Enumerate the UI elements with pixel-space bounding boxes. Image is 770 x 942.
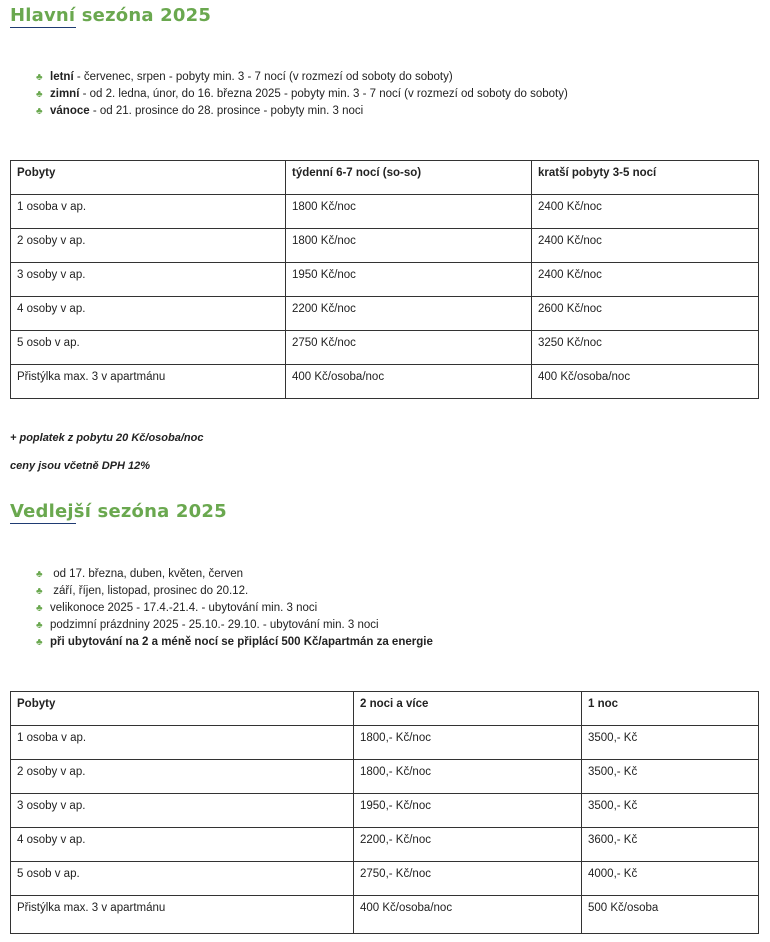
table-row: Přistýlka max. 3 v apartmánu 400 Kč/osoba/noc 500 Kč/osoba	[11, 896, 759, 934]
table-row: 5 osob v ap. 2750 Kč/noc 3250 Kč/noc	[11, 331, 759, 365]
side-season-title: Vedlejší sezóna 2025	[10, 501, 227, 522]
list-item: ♣ podzimní prázdniny 2025 - 25.10.- 29.10. - ubytování min. 3 noci	[36, 617, 433, 634]
main-season-price-table	[10, 160, 759, 399]
table-row: Přistýlka max. 3 v apartmánu 400 Kč/osoba/noc 400 Kč/osoba/noc	[11, 365, 759, 399]
clover-icon: ♣	[36, 569, 43, 580]
side-season-title-underline	[10, 523, 76, 524]
clover-icon: ♣	[36, 106, 43, 117]
table-row: 2 osoby v ap. 1800 Kč/noc 2400 Kč/noc	[11, 229, 759, 263]
side-season-price-table	[10, 691, 759, 934]
table-row: 1 osoba v ap. 1800 Kč/noc 2400 Kč/noc	[11, 195, 759, 229]
table-header: Pobyty	[11, 692, 354, 726]
table-row: 2 osoby v ap. 1800,- Kč/noc 3500,- Kč	[11, 760, 759, 794]
list-item: ♣ velikonoce 2025 - 17.4.-21.4. - ubytování min. 3 noci	[36, 600, 433, 617]
table-header-row	[11, 692, 759, 726]
list-item: ♣ při ubytování na 2 a méně nocí se připlácí 500 Kč/apartmán za energie	[36, 634, 433, 651]
tourist-fee-note: + poplatek z pobytu 20 Kč/osoba/noc	[10, 432, 204, 444]
clover-icon: ♣	[36, 72, 43, 83]
list-item: ♣ od 17. března, duben, květen, červen	[36, 566, 433, 583]
table-header: Pobyty	[11, 161, 286, 195]
table-row: 3 osoby v ap. 1950,- Kč/noc 3500,- Kč	[11, 794, 759, 828]
clover-icon: ♣	[36, 637, 43, 648]
table-header: 1 noc	[582, 692, 759, 726]
table-header: kratší pobyty 3-5 nocí	[532, 161, 759, 195]
vat-note: ceny jsou včetně DPH 12%	[10, 460, 151, 472]
side-season-bullets	[36, 566, 433, 651]
main-season-title: Hlavní sezóna 2025	[10, 5, 212, 26]
table-row: 4 osoby v ap. 2200 Kč/noc 2600 Kč/noc	[11, 297, 759, 331]
table-row: 4 osoby v ap. 2200,- Kč/noc 3600,- Kč	[11, 828, 759, 862]
clover-icon: ♣	[36, 586, 43, 597]
table-header: 2 noci a více	[354, 692, 582, 726]
main-season-title-underline	[10, 27, 76, 28]
main-season-bullets	[36, 69, 568, 120]
table-row: 3 osoby v ap. 1950 Kč/noc 2400 Kč/noc	[11, 263, 759, 297]
table-header-row	[11, 161, 759, 195]
table-header: týdenní 6-7 nocí (so-so)	[286, 161, 532, 195]
list-item: ♣ vánoce - od 21. prosince do 28. prosince - pobyty min. 3 noci	[36, 103, 568, 120]
table-row: 1 osoba v ap. 1800,- Kč/noc 3500,- Kč	[11, 726, 759, 760]
clover-icon: ♣	[36, 89, 43, 100]
list-item: ♣ září, říjen, listopad, prosinec do 20.12.	[36, 583, 433, 600]
clover-icon: ♣	[36, 620, 43, 631]
clover-icon: ♣	[36, 603, 43, 614]
table-row: 5 osob v ap. 2750,- Kč/noc 4000,- Kč	[11, 862, 759, 896]
list-item: ♣ letní - červenec, srpen - pobyty min. 3 - 7 nocí (v rozmezí od soboty do soboty)	[36, 69, 568, 86]
list-item: ♣ zimní - od 2. ledna, únor, do 16. března 2025 - pobyty min. 3 - 7 nocí (v rozmezí od soboty do soboty)	[36, 86, 568, 103]
